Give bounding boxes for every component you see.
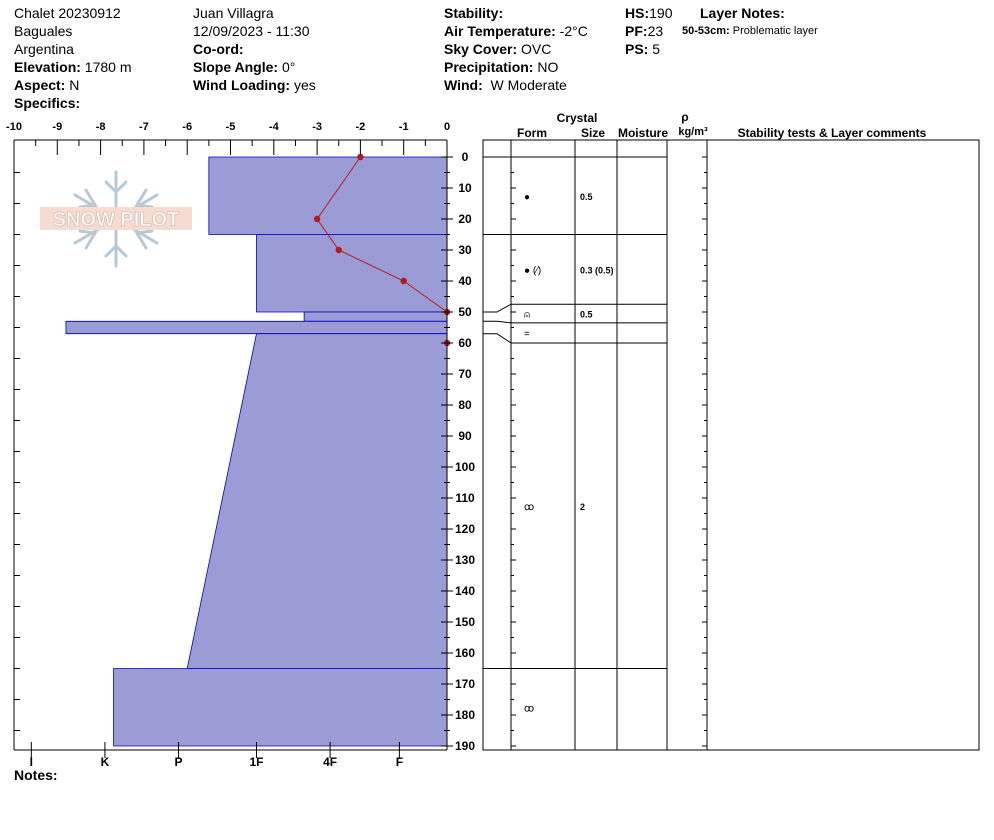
observation-datetime: 12/09/2023 - 11:30 — [193, 23, 310, 39]
temperature-tick-label: 0 — [443, 121, 451, 133]
layer-connector — [483, 304, 511, 312]
logo-text: SNOW PILOT — [52, 209, 180, 231]
density-unit-header: kg/m³ — [678, 126, 708, 138]
layer-size: 0.5 — [580, 191, 593, 202]
depth-tick-label: 10 — [458, 181, 472, 195]
rounded-grains-with-faceted-icon: ● (⁄) — [524, 265, 542, 277]
stability-label: Stability: — [444, 5, 504, 21]
temperature-tick-label: -2 — [355, 121, 366, 133]
hardness-tick-label: 1F — [249, 755, 264, 769]
hardness-layer-5 — [187, 334, 447, 669]
depth-tick-label: 100 — [454, 460, 476, 474]
depth-tick-label: 120 — [454, 522, 476, 536]
notes-label: Notes: — [14, 767, 58, 783]
wind-loading-label: Wind Loading: — [193, 77, 291, 93]
air-temp-value: -2°C — [559, 23, 588, 39]
crystal-header: Crystal — [556, 111, 598, 125]
depth-tick-label: 30 — [458, 243, 472, 257]
ice-layer-icon: = — [524, 328, 530, 340]
temperature-tick-label: -5 — [225, 121, 236, 133]
hardness-tick-label: I — [29, 755, 33, 769]
rounded-grains-icon: ● — [524, 191, 531, 203]
depth-tick-label: 90 — [458, 429, 472, 443]
layer-connector — [483, 334, 511, 343]
air-temp-label: Air Temperature: — [444, 23, 556, 39]
region-name: Baguales — [14, 23, 73, 39]
depth-tick-label: 160 — [454, 646, 476, 660]
temperature-point-2 — [314, 216, 320, 222]
temperature-point-3 — [336, 247, 342, 253]
sky-cover-label: Sky Cover: — [444, 41, 518, 57]
location-name: Chalet 20230912 — [14, 5, 121, 21]
layer-table — [483, 140, 979, 750]
depth-tick-label: 70 — [458, 367, 472, 381]
temperature-tick-label: -7 — [139, 121, 149, 133]
depth-tick-label: 20 — [458, 212, 472, 226]
temperature-tick-label: -6 — [182, 121, 193, 133]
slope-label: Slope Angle: — [193, 59, 279, 75]
comments-header: Stability tests & Layer comments — [737, 126, 927, 140]
table-minor-ticks — [511, 157, 707, 746]
pf-label: PF: — [625, 23, 648, 39]
layer-connector — [483, 321, 511, 323]
slope-value: 0° — [281, 59, 296, 75]
hardness-layer-2 — [256, 235, 447, 313]
melt-form-icon: ꝏ — [524, 703, 535, 715]
precipitation-value: NO — [537, 59, 559, 75]
depth-tick-label: 140 — [454, 584, 476, 598]
temperature-point-4 — [401, 278, 407, 284]
aspect-value: N — [69, 77, 80, 93]
depth-tick-label: 130 — [454, 553, 476, 567]
precipitation-label: Precipitation: — [444, 59, 534, 75]
depth-tick-label: 150 — [454, 615, 476, 629]
temperature-ticks — [6, 121, 450, 155]
depth-tick-label: 50 — [458, 305, 472, 319]
depth-tick-label: 40 — [458, 274, 472, 288]
coord-label: Co-ord: — [193, 41, 244, 57]
hardness-tick-label: 4F — [323, 755, 338, 769]
hardness-tick-label: K — [100, 755, 110, 769]
layer-size: 2 — [580, 501, 586, 512]
country-name: Argentina — [14, 41, 74, 57]
temperature-tick-label: -3 — [312, 121, 322, 133]
layer-note-range: 50-53cm: — [682, 25, 730, 37]
temperature-tick-label: -10 — [6, 121, 22, 133]
rho-header: ρ — [681, 110, 689, 124]
hardness-layer-4 — [66, 321, 447, 333]
wind-value: W Moderate — [490, 77, 567, 93]
pf-value: 23 — [647, 23, 664, 39]
moisture-header: Moisture — [617, 126, 669, 140]
hardness-layer-6 — [114, 669, 447, 747]
elevation-label: Elevation: — [14, 59, 81, 75]
hs-value: 190 — [649, 5, 673, 21]
depth-tick-label: 180 — [454, 708, 476, 722]
wind-label: Wind: — [444, 77, 483, 93]
sky-cover-value: OVC — [521, 41, 552, 57]
temperature-tick-label: -9 — [52, 121, 63, 133]
aspect-label: Aspect: — [14, 77, 66, 93]
melt-form-icon: ꝏ — [524, 501, 535, 513]
wind-loading-value: yes — [293, 77, 316, 93]
depth-tick-label: 80 — [458, 398, 472, 412]
layer-notes-label: Layer Notes: — [700, 5, 785, 21]
temperature-tick-label: -8 — [95, 121, 106, 133]
layer-note-text: Problematic layer — [732, 25, 818, 37]
snowpilot-logo — [40, 172, 192, 266]
layer-size: 0.3 (0.5) — [580, 265, 614, 276]
hardness-layer-3 — [304, 312, 447, 321]
hardness-profile — [66, 157, 447, 746]
faceted-crystal-icon: ⍝ — [524, 309, 530, 321]
elevation-value: 1780 m — [84, 59, 132, 75]
hardness-tick-label: F — [395, 755, 404, 769]
layer-size: 0.5 — [580, 309, 593, 320]
ps-label: PS: — [625, 41, 649, 57]
hardness-tick-label: P — [174, 755, 183, 769]
form-header: Form — [517, 126, 547, 140]
depth-tick-label: 190 — [454, 739, 476, 753]
depth-tick-label: 110 — [455, 491, 475, 505]
depth-tick-label: 0 — [461, 150, 469, 164]
temperature-tick-label: -1 — [398, 121, 409, 133]
hardness-layer-1 — [209, 157, 447, 235]
hs-label: HS: — [625, 5, 650, 21]
specifics-label: Specifics: — [14, 95, 81, 111]
temperature-tick-label: -4 — [268, 121, 279, 133]
depth-tick-label: 60 — [458, 336, 472, 350]
size-header: Size — [580, 126, 606, 140]
ps-value: 5 — [652, 41, 661, 57]
observer-name: Juan Villagra — [193, 5, 274, 21]
depth-tick-label: 170 — [454, 677, 476, 691]
